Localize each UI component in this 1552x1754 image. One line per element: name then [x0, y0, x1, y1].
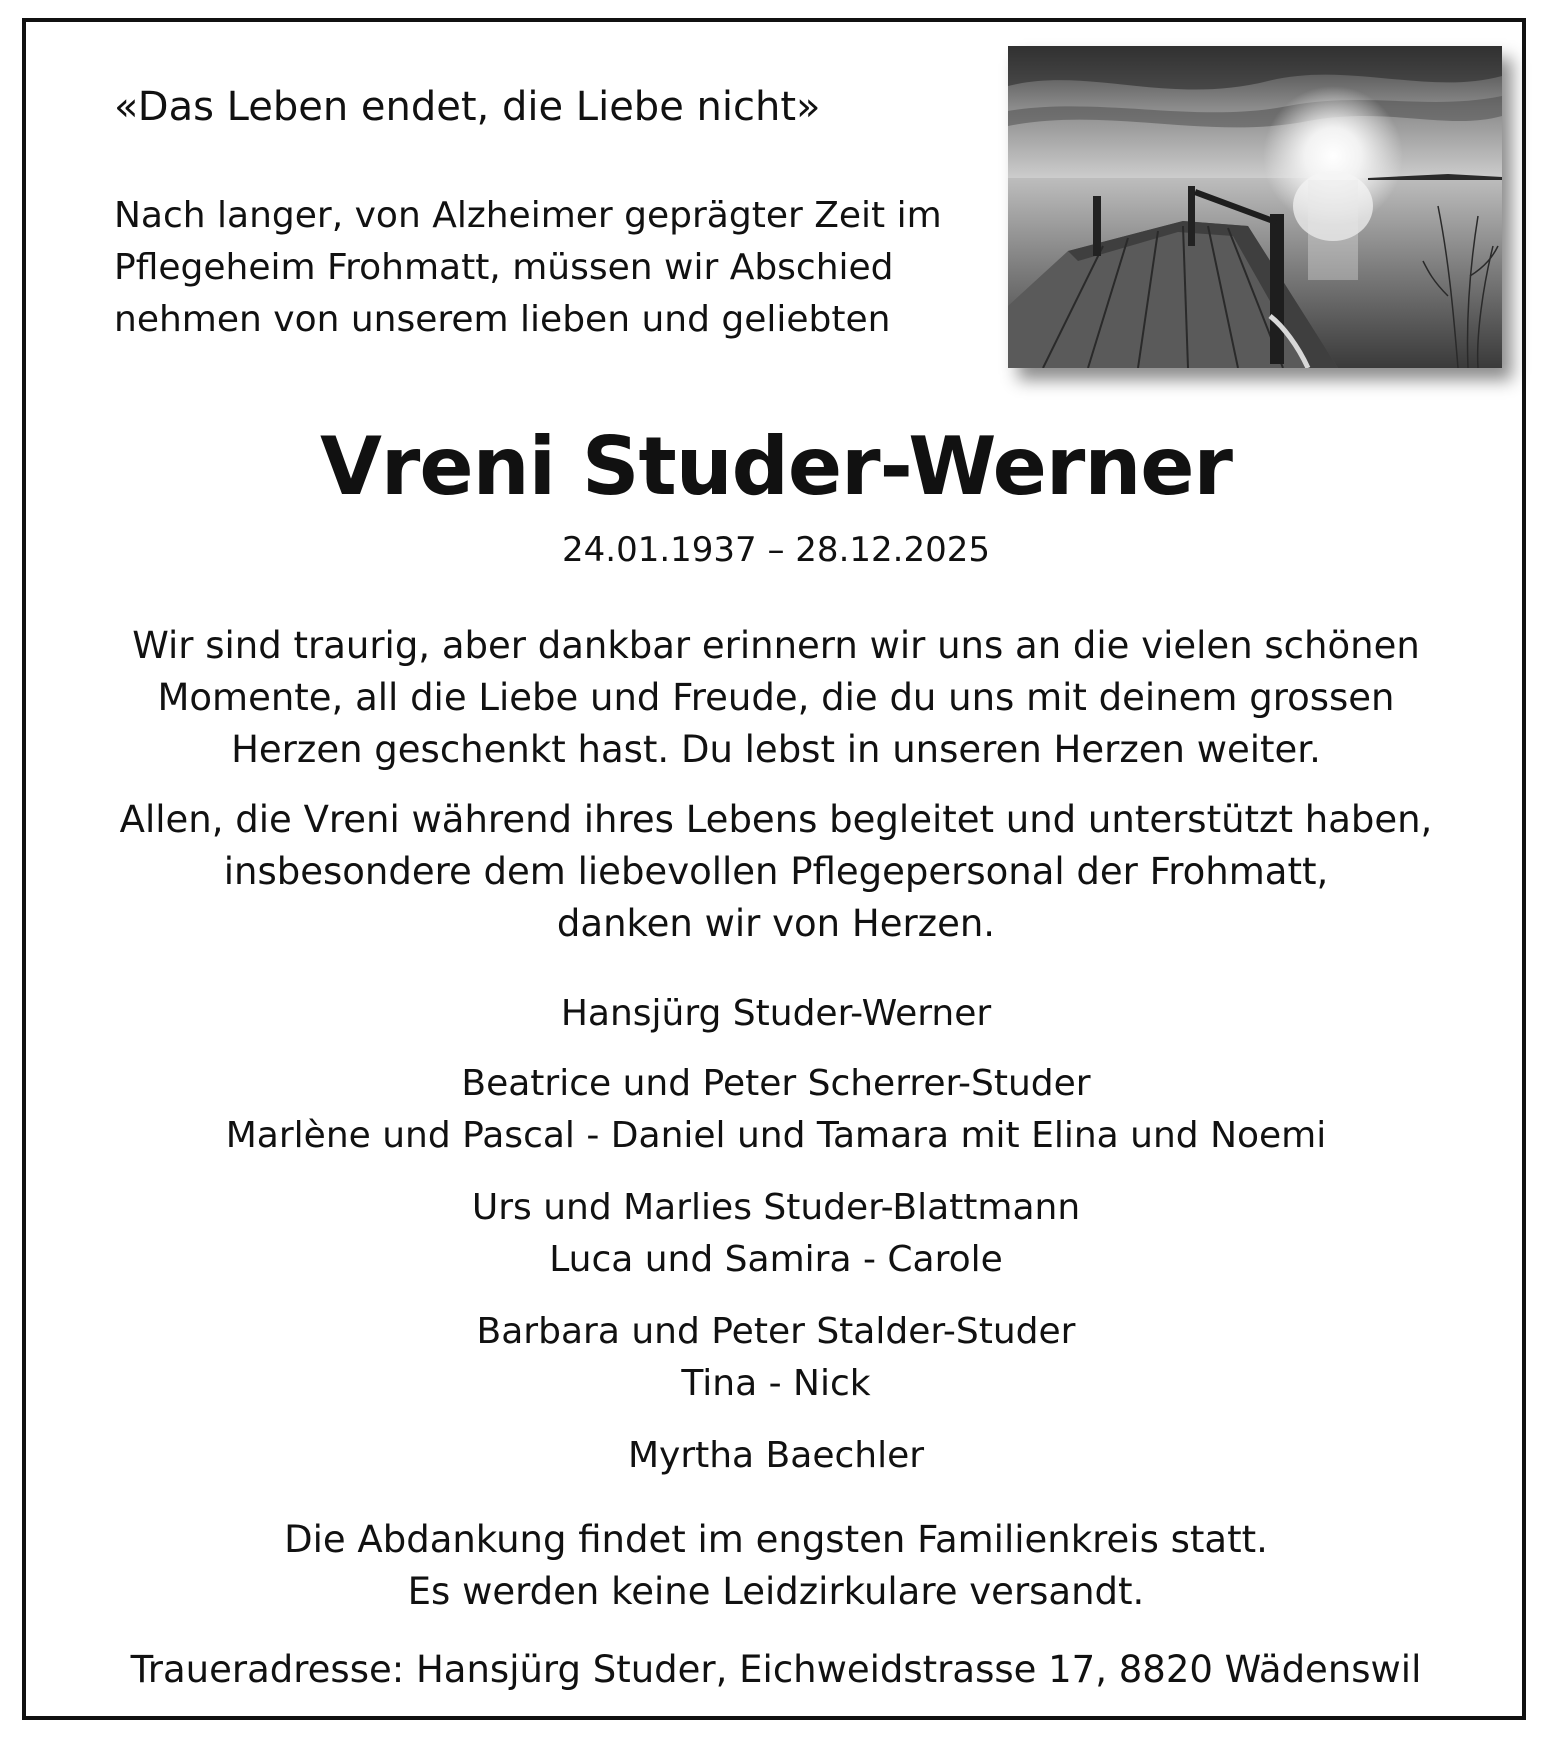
tribute-line: Wir sind traurig, aber dankbar erinnern wir uns an die vielen schönen	[132, 624, 1420, 667]
family-line: Urs und Marlies Studer-Blattmann	[471, 1187, 1081, 1228]
life-dates: 24.01.1937 – 28.12.2025	[562, 530, 990, 570]
intro-line: Nach langer, von Alzheimer geprägter Zeit im	[114, 195, 942, 236]
intro-line: nehmen von unserem lieben und geliebten	[114, 299, 891, 340]
family-line: Marlène und Pascal - Daniel und Tamara mit Elina und Noemi	[225, 1115, 1327, 1156]
tribute-line: Herzen geschenkt hast. Du lebst in unseren Herzen weiter.	[231, 728, 1321, 771]
notice-line: Es werden keine Leidzirkulare versandt.	[407, 1570, 1145, 1613]
family-group	[0, 1182, 1552, 1286]
quote: «Das Leben endet, die Liebe nicht»	[114, 84, 821, 130]
jetty-sunset-photo	[1008, 46, 1502, 368]
family-line: Beatrice und Peter Scherrer-Studer	[461, 1063, 1091, 1104]
address-line: Traueradresse: Hansjürg Studer, Eichweidstrasse 17, 8820 Wädenswil	[130, 1648, 1422, 1691]
family-line: Barbara und Peter Stalder-Studer	[476, 1311, 1076, 1352]
tribute-text	[0, 620, 1552, 776]
family-group	[0, 1306, 1552, 1410]
mourning-address	[0, 1644, 1552, 1696]
intro-text	[114, 190, 994, 346]
family-group	[0, 1430, 1552, 1482]
family-line: Tina - Nick	[681, 1363, 871, 1404]
tribute-line: Momente, all die Liebe und Freude, die du uns mit deinem grossen	[157, 676, 1395, 719]
family-group	[0, 988, 1552, 1040]
thanks-line: Allen, die Vreni während ihres Lebens begleitet und unterstützt haben,	[119, 798, 1433, 841]
family-group	[0, 1058, 1552, 1162]
family-line: Luca und Samira - Carole	[549, 1239, 1003, 1280]
notice-line: Die Abdankung findet im engsten Familienkreis statt.	[284, 1518, 1268, 1561]
thanks-text	[0, 794, 1552, 950]
thanks-line: insbesondere dem liebevollen Pflegepersonal der Frohmatt,	[223, 850, 1329, 893]
deceased-name: Vreni Studer-Werner	[319, 420, 1232, 513]
service-notice	[0, 1514, 1552, 1618]
family-line: Hansjürg Studer-Werner	[560, 993, 992, 1034]
intro-line: Pflegeheim Frohmatt, müssen wir Abschied	[114, 247, 894, 288]
thanks-line: danken wir von Herzen.	[556, 902, 996, 945]
family-line: Myrtha Baechler	[627, 1435, 925, 1476]
